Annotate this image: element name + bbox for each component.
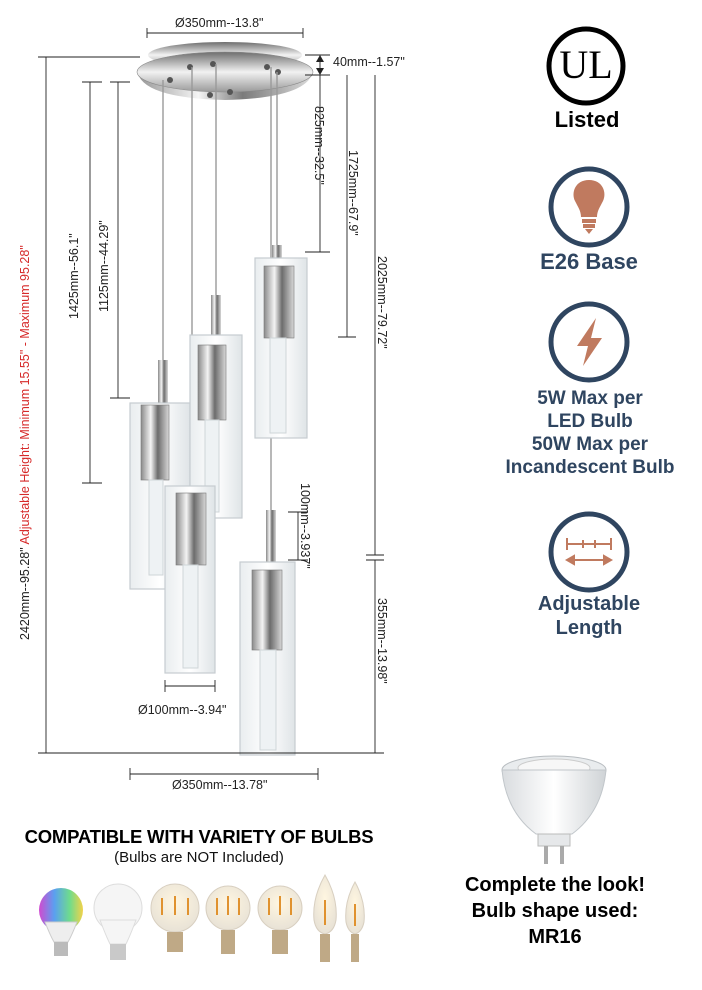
canopy-height-label: 40mm--1.57" xyxy=(333,55,405,69)
promo-line-1: Complete the look! xyxy=(464,874,645,896)
bottom-width-label: Ø350mm--13.78" xyxy=(172,778,268,792)
candelabra-bulb-icon-1 xyxy=(314,875,337,962)
filament-bulb-icon-3 xyxy=(258,886,302,954)
wattage-label xyxy=(470,387,702,479)
filament-bulb-icon-2 xyxy=(206,886,250,954)
mr16-bulb-icon xyxy=(494,752,614,867)
adjustable-length-label xyxy=(500,592,678,640)
drop-2025-label: 2025mm--79.72" xyxy=(375,256,389,349)
drop-1125-label: 1125mm--44.29" xyxy=(97,220,111,312)
wattage-line-1: 5W Max per xyxy=(537,388,643,409)
adjustable-length-line-1: Adjustable xyxy=(537,593,641,615)
adjustable-length-icon xyxy=(547,510,631,594)
shade-diameter-label: Ø100mm--3.94" xyxy=(138,703,227,717)
total-height-label xyxy=(18,245,32,640)
wattage-line-3: 50W Max per xyxy=(531,434,649,455)
gap-100-label: 100mm--3.937" xyxy=(298,483,312,569)
wattage-line-2: LED Bulb xyxy=(547,411,633,432)
wattage-line-4: Incandescent Bulb xyxy=(505,457,675,478)
drop-1425-label: 1425mm--56.1" xyxy=(67,233,81,319)
compatible-bulbs-subheading: (Bulbs are NOT Included) xyxy=(114,849,284,866)
total-height-value: 2420mm--95.28" xyxy=(18,547,32,640)
top-width-label: Ø350mm--13.8" xyxy=(175,16,264,30)
lightning-bolt-icon xyxy=(547,300,631,384)
ul-listed-label: Listed xyxy=(554,107,620,132)
drop-1725-label: 1725mm--67.9" xyxy=(346,150,360,236)
ul-logo-icon xyxy=(544,26,634,106)
promo-line-2: Bulb shape used: xyxy=(471,900,639,922)
pendant-3 xyxy=(255,245,307,438)
e26-base-icon xyxy=(547,165,631,249)
compatible-bulbs-row xyxy=(30,870,380,975)
a19-bulb-icon xyxy=(94,884,142,960)
e26-base-label: E26 Base xyxy=(540,249,638,274)
complete-the-look-promo xyxy=(430,872,680,950)
ul-mark: UL xyxy=(559,42,613,87)
promo-line-3: MR16 xyxy=(528,926,582,948)
pendant-5 xyxy=(240,510,295,755)
candelabra-bulb-icon-2 xyxy=(346,882,365,962)
compatible-bulbs-heading: COMPATIBLE WITH VARIETY OF BULBS xyxy=(24,826,374,847)
smart-rgb-bulb-icon xyxy=(39,888,83,956)
pendant-2 xyxy=(190,295,242,518)
adjustable-height-note: Adjustable Height: Minimum 15.55" - Maximum 95.28" xyxy=(18,245,32,545)
filament-bulb-icon-1 xyxy=(151,884,199,952)
pendant-4 xyxy=(165,486,215,673)
drop-825-label: 825mm--32.5" xyxy=(312,106,326,185)
adjustable-length-line-2: Length xyxy=(555,617,623,639)
shade-355-label: 355mm--13.98" xyxy=(375,598,389,684)
